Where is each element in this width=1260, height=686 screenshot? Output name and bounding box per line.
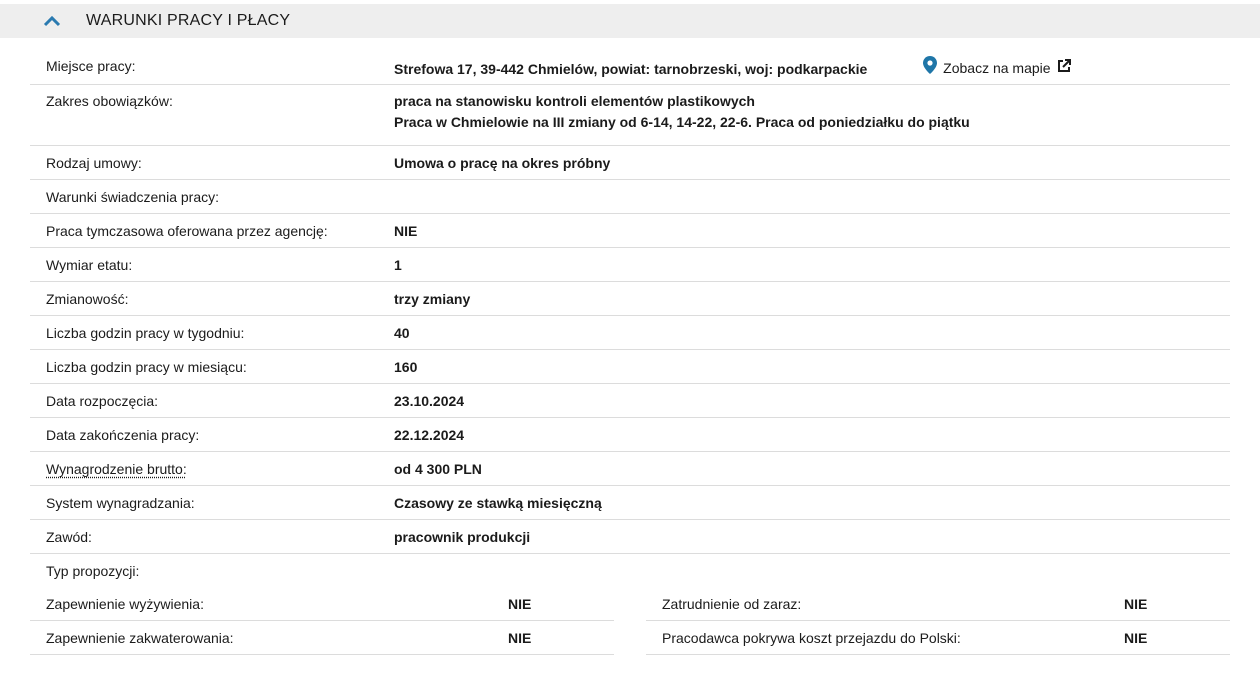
proposal-type-row bbox=[30, 554, 1230, 587]
work-conditions-table bbox=[30, 48, 1230, 655]
map-link[interactable] bbox=[923, 56, 1070, 80]
list-item bbox=[30, 587, 614, 621]
table-row bbox=[30, 418, 1230, 452]
row-label: Zawód: bbox=[46, 528, 92, 545]
row-value bbox=[394, 56, 1230, 80]
row-label: Zmianowość: bbox=[46, 290, 129, 307]
row-label: Praca tymczasowa oferowana przez agencję: bbox=[46, 222, 328, 239]
table-row-location bbox=[30, 48, 1230, 85]
map-link-label[interactable]: Zobacz na mapie bbox=[943, 59, 1051, 76]
row-label: Wymiar etatu: bbox=[46, 256, 133, 273]
row-label: Warunki świadczenia pracy: bbox=[46, 188, 219, 205]
row-value: 40 bbox=[394, 324, 410, 341]
row-value: pracownik produkcji bbox=[394, 528, 531, 545]
proposal-column-right bbox=[646, 587, 1230, 655]
chevron-up-icon[interactable] bbox=[40, 9, 64, 33]
duties-line-1: praca na stanowisku kontroli elementów plastikowych bbox=[394, 93, 755, 109]
row-value: Umowa o pracę na okres próbny bbox=[394, 154, 611, 171]
row-value: NIE bbox=[394, 222, 418, 239]
table-row bbox=[30, 452, 1230, 486]
row-value: trzy zmiany bbox=[394, 290, 471, 307]
row-value: 160 bbox=[394, 358, 418, 375]
row-value: 23.10.2024 bbox=[394, 392, 465, 409]
table-row bbox=[30, 248, 1230, 282]
section-title: WARUNKI PRACY I PŁACY bbox=[86, 12, 291, 29]
table-row bbox=[30, 316, 1230, 350]
row-label: Typ propozycji: bbox=[46, 562, 140, 579]
row-label: Data rozpoczęcia: bbox=[46, 392, 159, 409]
external-link-icon bbox=[1057, 58, 1071, 79]
section-header[interactable] bbox=[0, 4, 1260, 38]
location-value: Strefowa 17, 39-442 Chmielów, powiat: tarnobrzeski, woj: podkarpackie bbox=[394, 61, 868, 77]
table-row bbox=[30, 350, 1230, 384]
list-item bbox=[30, 621, 614, 655]
proposal-label: Zapewnienie wyżywienia: bbox=[46, 595, 204, 612]
table-row bbox=[30, 180, 1230, 214]
row-label: System wynagradzania: bbox=[46, 494, 195, 511]
row-label: Liczba godzin pracy w tygodniu: bbox=[46, 324, 245, 341]
proposal-value: NIE bbox=[1124, 595, 1148, 612]
table-row bbox=[30, 486, 1230, 520]
proposal-grid bbox=[30, 587, 1230, 655]
proposal-value: NIE bbox=[508, 629, 532, 646]
row-value: 22.12.2024 bbox=[394, 426, 465, 443]
map-pin-icon bbox=[923, 56, 937, 80]
proposal-value: NIE bbox=[508, 595, 532, 612]
table-row bbox=[30, 520, 1230, 554]
row-label: Miejsce pracy: bbox=[46, 58, 136, 74]
row-label: Rodzaj umowy: bbox=[46, 154, 142, 171]
table-row-duties bbox=[30, 85, 1230, 146]
table-row bbox=[30, 384, 1230, 418]
duties-line-2: Praca w Chmielowie na III zmiany od 6-14, 14-22, 22-6. Praca od poniedziałku do piątku bbox=[394, 114, 970, 130]
salary-tooltip-label[interactable]: Wynagrodzenie brutto: bbox=[46, 460, 187, 477]
table-row bbox=[30, 146, 1230, 180]
row-value: Czasowy ze stawką miesięczną bbox=[394, 494, 602, 511]
proposal-label: Zatrudnienie od zaraz: bbox=[662, 595, 802, 612]
list-item bbox=[646, 587, 1230, 621]
list-item bbox=[646, 621, 1230, 655]
table-row bbox=[30, 282, 1230, 316]
table-row bbox=[30, 214, 1230, 248]
proposal-label: Zapewnienie zakwaterowania: bbox=[46, 629, 234, 646]
row-label: Liczba godzin pracy w miesiącu: bbox=[46, 358, 247, 375]
row-label: Zakres obowiązków: bbox=[46, 93, 173, 109]
proposal-column-left bbox=[30, 587, 614, 655]
row-value: od 4 300 PLN bbox=[394, 460, 482, 477]
row-value: 1 bbox=[394, 256, 402, 273]
proposal-label: Pracodawca pokrywa koszt przejazdu do Polski: bbox=[662, 629, 961, 646]
row-label: Data zakończenia pracy: bbox=[46, 426, 200, 443]
row-value bbox=[394, 91, 1230, 133]
proposal-value: NIE bbox=[1124, 629, 1148, 646]
row-label bbox=[30, 459, 394, 479]
